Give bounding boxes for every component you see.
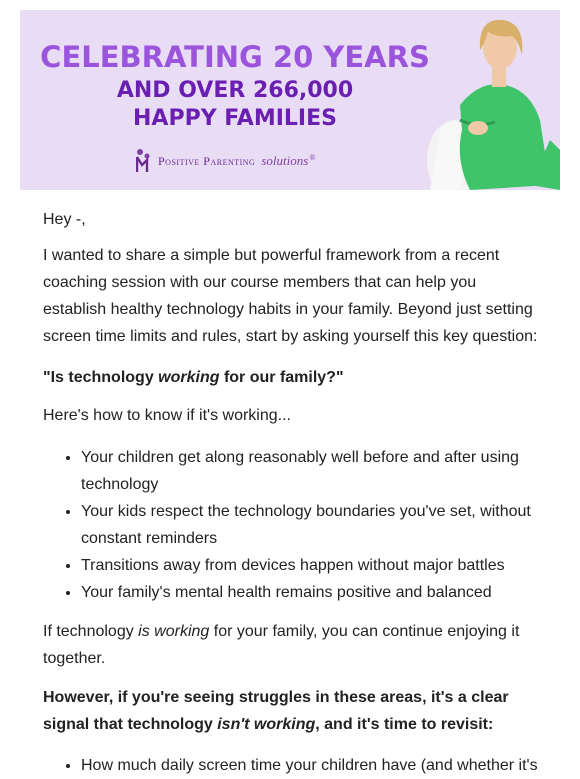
header-banner xyxy=(20,10,560,190)
working-paragraph-emphasis: is working xyxy=(138,623,210,640)
logo-mark-icon xyxy=(136,148,152,174)
struggles-paragraph-start: However, if you're seeing struggles in these areas, it's a clear signal that technology xyxy=(43,689,509,733)
struggles-paragraph-end: , and it's time to revisit: xyxy=(315,716,494,733)
brand-logo[interactable] xyxy=(136,148,315,174)
key-question xyxy=(43,364,344,391)
list-item: • How much daily screen time your children have (and whether it's xyxy=(81,752,543,779)
list-item: • Your children get along reasonably well before and after using technology xyxy=(81,444,543,498)
registered-mark: ® xyxy=(309,152,316,162)
key-question-end: for our family?" xyxy=(219,369,344,386)
list-item: • Your family's mental health remains positive and balanced xyxy=(81,579,543,606)
list-item: • Your kids respect the technology boundaries you've set, without constant reminders xyxy=(81,498,543,552)
logo-script: solutions xyxy=(261,153,309,168)
revisit-list xyxy=(43,752,543,779)
working-paragraph-start: If technology xyxy=(43,623,139,640)
banner-headline-line1: CELEBRATING 20 YEARS xyxy=(40,40,430,74)
struggles-paragraph-emphasis: isn't working xyxy=(217,716,316,733)
banner-headline-line2: AND OVER 266,000 xyxy=(116,78,354,103)
struggles-paragraph xyxy=(43,684,543,738)
key-question-emphasis: working xyxy=(158,369,220,386)
intro-paragraph: I wanted to share a simple but powerful framework from a recent coaching session with our course members that can help you establish healthy technology habits in your family. Beyond just setting screen time limits and rules, start by asking yourself this key question: xyxy=(43,247,538,345)
founder-photo xyxy=(400,10,560,190)
working-paragraph-end: for your family, you can continue enjoying it together. xyxy=(43,623,520,667)
greeting: Hey -, xyxy=(43,211,86,228)
list-item: • Transitions away from devices happen without major battles xyxy=(81,552,543,579)
banner-headline-line3: HAPPY FAMILIES xyxy=(133,106,337,131)
key-question-start: "Is technology xyxy=(43,369,159,386)
working-signs-list xyxy=(43,444,543,606)
working-paragraph xyxy=(43,618,543,672)
logo-wordmark: Positive Parenting xyxy=(158,153,256,168)
working-lead: Here's how to know if it's working... xyxy=(43,407,291,424)
